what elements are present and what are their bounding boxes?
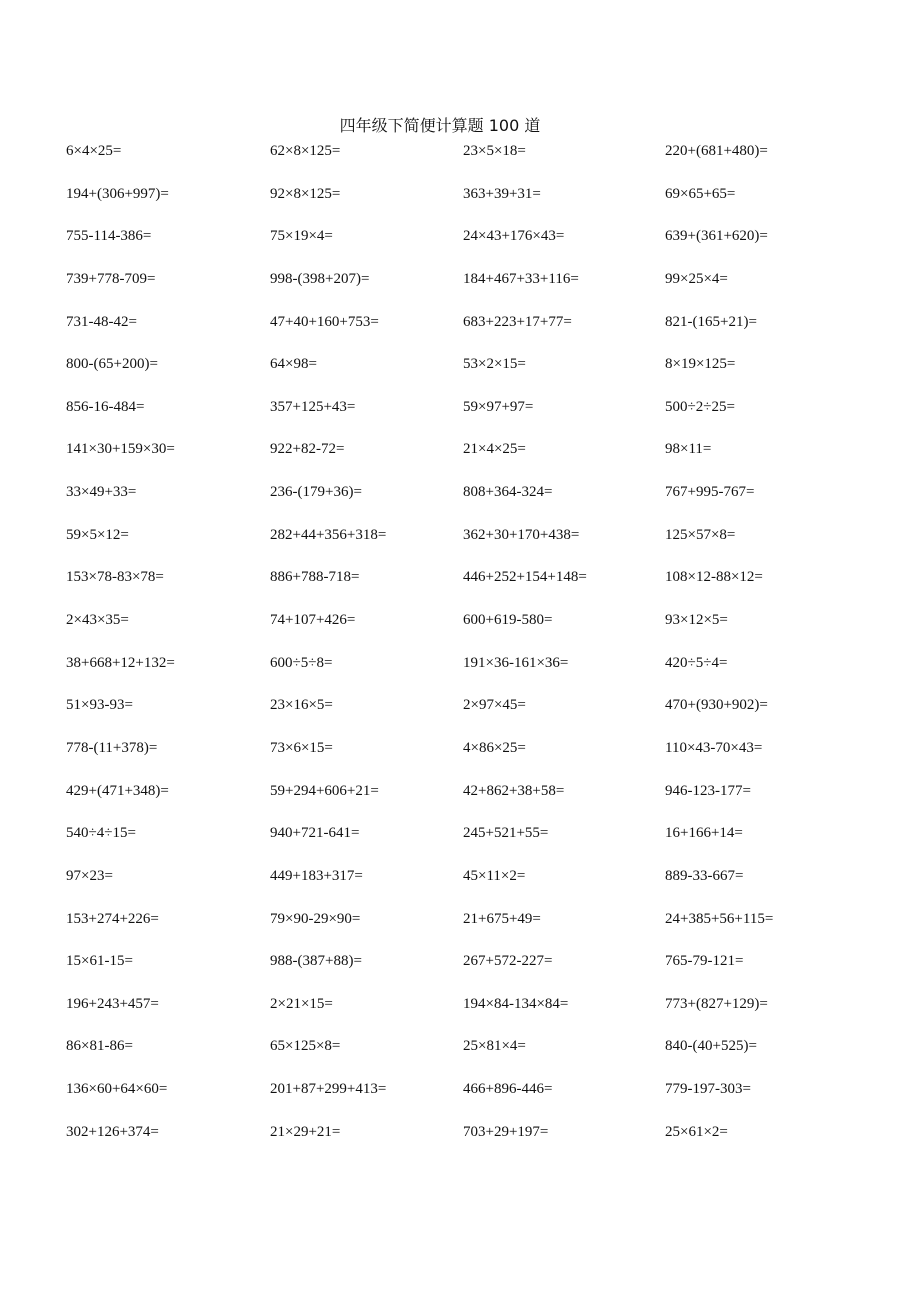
problem: 362+30+170+438= [463, 526, 580, 543]
problem-row [66, 994, 866, 1037]
problem-row [66, 1036, 866, 1079]
problem: 21×29+21= [270, 1123, 341, 1140]
problem: 25×81×4= [463, 1038, 526, 1055]
problem: 220+(681+480)= [665, 143, 768, 159]
problem: 773+(827+129)= [665, 995, 768, 1012]
problem: 886+788-718= [270, 569, 360, 586]
problem: 53×2×15= [463, 356, 526, 373]
problem-row [66, 909, 866, 952]
problem: 92×8×125= [270, 185, 341, 202]
problem: 79×90-29×90= [270, 910, 361, 927]
problem: 93×12×5= [665, 612, 728, 629]
problem: 245+521+55= [463, 825, 549, 842]
problem: 125×57×8= [665, 526, 736, 543]
problem: 755-114-386= [66, 228, 152, 245]
problem: 946-123-177= [665, 782, 751, 799]
problem: 194+(306+997)= [66, 185, 169, 202]
problem: 153+274+226= [66, 910, 159, 927]
problem: 302+126+374= [66, 1123, 159, 1140]
problem: 194×84-134×84= [463, 995, 569, 1012]
problem: 889-33-667= [665, 867, 744, 884]
problem: 282+44+356+318= [270, 526, 387, 543]
problem: 922+82-72= [270, 441, 345, 458]
problem: 429+(471+348)= [66, 782, 169, 799]
problem: 191×36-161×36= [463, 654, 569, 671]
problem: 73×6×15= [270, 739, 333, 756]
problem: 62×8×125= [270, 143, 341, 159]
problem: 97×23= [66, 867, 113, 884]
problem: 110×43-70×43= [665, 739, 763, 756]
problem-row [66, 226, 866, 269]
problem: 600+619-580= [463, 612, 553, 629]
problem-row [66, 312, 866, 355]
problem: 466+896-446= [463, 1081, 553, 1098]
problem: 24×43+176×43= [463, 228, 565, 245]
problem: 2×97×45= [463, 697, 526, 714]
problem: 420÷5÷4= [665, 654, 728, 671]
problem: 449+183+317= [270, 867, 363, 884]
problem: 778-(11+378)= [66, 739, 158, 756]
problem: 267+572-227= [463, 953, 553, 970]
page-title: 四年级下简便计算题 100 道 [339, 116, 541, 135]
problem: 767+995-767= [665, 484, 755, 501]
problem: 21×4×25= [463, 441, 526, 458]
problem: 363+39+31= [463, 185, 541, 202]
problem: 800-(65+200)= [66, 356, 158, 373]
problem: 196+243+457= [66, 995, 159, 1012]
problem: 184+467+33+116= [463, 270, 579, 287]
problem: 201+87+299+413= [270, 1081, 387, 1098]
problem-row [66, 1079, 866, 1122]
problem: 683+223+17+77= [463, 313, 572, 330]
problem: 739+778-709= [66, 270, 156, 287]
problem: 821-(165+21)= [665, 313, 757, 330]
problem: 64×98= [270, 356, 317, 373]
problem: 86×81-86= [66, 1038, 133, 1055]
problem: 4×86×25= [463, 739, 526, 756]
problem: 236-(179+36)= [270, 484, 362, 501]
problem: 136×60+64×60= [66, 1081, 168, 1098]
problem: 840-(40+525)= [665, 1038, 757, 1055]
problem: 731-48-42= [66, 313, 137, 330]
problem: 998-(398+207)= [270, 270, 370, 287]
problem-row [66, 567, 866, 610]
problem: 6×4×25= [66, 143, 122, 159]
problem: 59+294+606+21= [270, 782, 379, 799]
problem: 75×19×4= [270, 228, 333, 245]
problem: 65×125×8= [270, 1038, 341, 1055]
problem: 21+675+49= [463, 910, 541, 927]
problem: 2×43×35= [66, 612, 129, 629]
problem: 23×5×18= [463, 143, 526, 159]
problem: 2×21×15= [270, 995, 333, 1012]
problem-row [66, 141, 866, 184]
problem: 108×12-88×12= [665, 569, 763, 586]
problem: 25×61×2= [665, 1123, 728, 1140]
problem-row [66, 738, 866, 781]
problem: 59×97+97= [463, 398, 534, 415]
problem-row [66, 823, 866, 866]
problem-grid [66, 141, 866, 1164]
problem: 600÷5÷8= [270, 654, 333, 671]
problem: 470+(930+902)= [665, 697, 768, 714]
problem: 856-16-484= [66, 398, 145, 415]
problem: 153×78-83×78= [66, 569, 164, 586]
problem: 540÷4÷15= [66, 825, 136, 842]
problem: 988-(387+88)= [270, 953, 362, 970]
problem: 8×19×125= [665, 356, 736, 373]
problem: 500÷2÷25= [665, 398, 735, 415]
problem-row [66, 482, 866, 525]
problem: 357+125+43= [270, 398, 356, 415]
problem-row [66, 354, 866, 397]
problem: 141×30+159×30= [66, 441, 175, 458]
problem: 33×49+33= [66, 484, 137, 501]
problem: 23×16×5= [270, 697, 333, 714]
problem-row [66, 951, 866, 994]
problem: 24+385+56+115= [665, 910, 774, 927]
problem: 446+252+154+148= [463, 569, 587, 586]
problem: 69×65+65= [665, 185, 736, 202]
problem-row [66, 397, 866, 440]
problem-row [66, 184, 866, 227]
problem: 59×5×12= [66, 526, 129, 543]
problem: 42+862+38+58= [463, 782, 565, 799]
problem-row [66, 525, 866, 568]
problem-row [66, 781, 866, 824]
problem-row [66, 866, 866, 909]
problem: 99×25×4= [665, 270, 728, 287]
problem: 38+668+12+132= [66, 654, 175, 671]
problem: 703+29+197= [463, 1123, 549, 1140]
problem: 98×11= [665, 441, 712, 458]
problem: 45×11×2= [463, 867, 526, 884]
problem: 47+40+160+753= [270, 313, 379, 330]
problem-row [66, 653, 866, 696]
problem: 765-79-121= [665, 953, 744, 970]
problem: 639+(361+620)= [665, 228, 768, 245]
problem-row [66, 1122, 866, 1165]
problem: 74+107+426= [270, 612, 356, 629]
problem: 808+364-324= [463, 484, 553, 501]
problem-row [66, 695, 866, 738]
problem: 16+166+14= [665, 825, 743, 842]
problem-row [66, 610, 866, 653]
problem: 940+721-641= [270, 825, 360, 842]
problem: 779-197-303= [665, 1081, 751, 1098]
problem-row [66, 439, 866, 482]
problem: 51×93-93= [66, 697, 133, 714]
problem-row [66, 269, 866, 312]
problem: 15×61-15= [66, 953, 133, 970]
